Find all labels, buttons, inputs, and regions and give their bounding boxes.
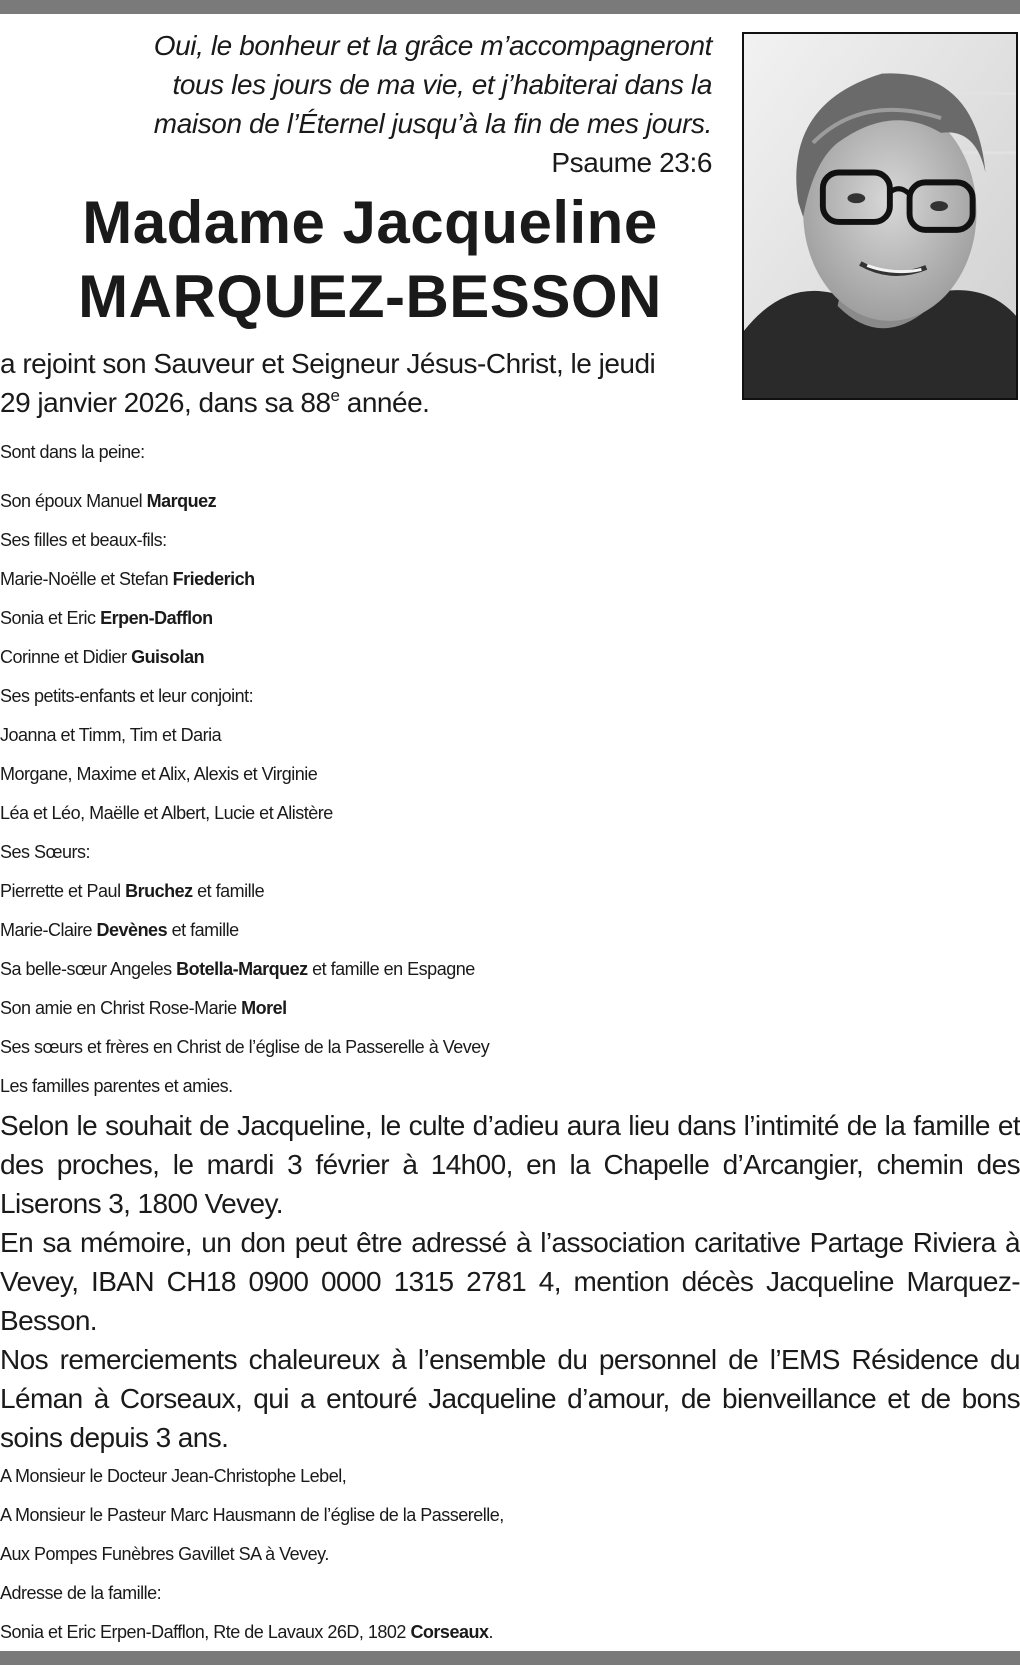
epigraph [90,26,712,182]
ordinal-suffix: e [330,386,340,405]
mourner-sister-in-law: Sa belle-sœur Angeles Botella-Marquez et famille en Espagne [0,959,475,979]
surname: Devènes [96,920,168,940]
grandchildren-heading: Ses petits-enfants et leur conjoint: [0,686,254,706]
announcement-end: année. [339,387,430,418]
portrait-image [744,34,1016,398]
name-line-surname: MARQUEZ-BESSON [78,263,662,330]
top-rule [0,0,1020,14]
mourners-heading: Sont dans la peine: [0,442,145,462]
mourner-sister: Pierrette et Paul Bruchez et famille [0,881,265,901]
surname: Guisolan [131,647,205,667]
sisters-heading: Ses Sœurs: [0,842,91,862]
announcement-line [0,383,712,422]
epigraph-reference: Psaume 23:6 [551,147,712,178]
thanks-line: Aux Pompes Funèbres Gavillet SA à Vevey. [0,1544,329,1564]
ceremony-paragraph: Selon le souhait de Jacqueline, le culte d’adieu aura lieu dans l’intimité de la famille et des proches, le mardi 3 février à 14h00, en la Chapelle d’Arcangier, chemin des Liserons 3, 1800 Vevey. [0,1110,1020,1219]
mourner-sister: Marie-Claire Devènes et famille [0,920,239,940]
daughters-heading: Ses filles et beaux-fils: [0,530,167,550]
obituary-body [0,433,1020,1652]
locality: Corseaux [410,1622,489,1642]
announcement [0,344,712,422]
family-address: Sonia et Eric Erpen-Dafflon, Rte de Lavaux 26D, 1802 Corseaux. [0,1622,493,1642]
mourner-families: Les familles parentes et amies. [0,1076,233,1096]
announcement-line: a rejoint son Sauveur et Seigneur Jésus-Christ, le jeudi [0,348,656,379]
thanks-paragraph: Nos remerciements chaleureux à l’ensemble du personnel de l’EMS Résidence du Léman à Corseaux, qui a entouré Jacqueline d’amour, de bienveillance et de bons soins depuis 3 ans. [0,1344,1020,1453]
surname: Botella-Marquez [176,959,308,979]
deceased-name [20,186,720,334]
surname: Morel [241,998,287,1018]
thanks-line: A Monsieur le Pasteur Marc Hausmann de l’église de la Passerelle, [0,1505,504,1525]
grandchildren-line: Morgane, Maxime et Alix, Alexis et Virginie [0,764,318,784]
bottom-rule [0,1651,1020,1665]
announcement-date: 29 janvier 2026, dans sa 88 [0,387,331,418]
surname: Bruchez [125,881,193,901]
epigraph-line: Oui, le bonheur et la grâce m’accompagneront [153,30,712,61]
surname: Erpen-Dafflon [100,608,213,628]
surname: Marquez [146,491,217,511]
donation-paragraph: En sa mémoire, un don peut être adressé à l’association caritative Partage Riviera à Vevey, IBAN CH18 0900 0000 1315 2781 4, mention décès Jacqueline Marquez-Besson. [0,1227,1020,1336]
mourner-friend: Son amie en Christ Rose-Marie Morel [0,998,287,1018]
portrait-photo [742,32,1018,400]
thanks-line: A Monsieur le Docteur Jean-Christophe Lebel, [0,1466,347,1486]
grandchildren-line: Léa et Léo, Maëlle et Albert, Lucie et Alistère [0,803,333,823]
epigraph-line: maison de l’Éternel jusqu’à la fin de mes jours. [153,108,712,139]
mourner-church: Ses sœurs et frères en Christ de l’église de la Passerelle à Vevey [0,1037,490,1057]
grandchildren-line: Joanna et Timm, Tim et Daria [0,725,222,745]
mourner-daughter: Sonia et Eric Erpen-Dafflon [0,608,213,628]
mourner-spouse: Son époux Manuel Marquez [0,491,217,511]
surname: Friederich [172,569,255,589]
epigraph-line: tous les jours de ma vie, et j’habiterai dans la [172,69,712,100]
address-heading: Adresse de la famille: [0,1583,162,1603]
name-line-first: Madame Jacqueline [82,189,658,256]
mourner-daughter: Marie-Noëlle et Stefan Friederich [0,569,255,589]
mourner-daughter: Corinne et Didier Guisolan [0,647,205,667]
